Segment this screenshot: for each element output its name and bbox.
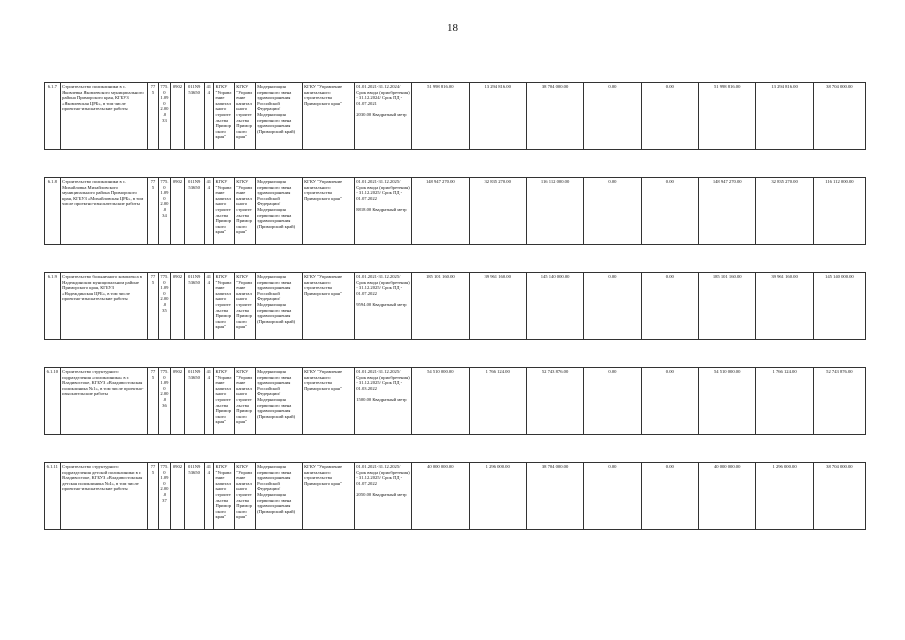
section-code: 0902 [171,83,185,150]
executor: КГКУ "Управление капитального строительства Приморского края" [302,178,354,245]
customer: КГКУ "Управление капитального строительства Приморского края" [213,273,234,340]
total-cost: 185 101 160.00 [412,273,469,340]
target-code: 775.0 1.090 2.00.0 34 [158,178,171,245]
executor: КГКУ "Управление капитального строительства Приморского края" [302,273,354,340]
article-code: 011N9 53650 [184,178,204,245]
amount-2022: 0.00 [584,83,641,150]
project-name: Модернизация первичного звена здравоохранения Российской Федерации/Модернизация первичного звена здравоохранения (Приморский край) [255,368,302,435]
section-code: 0902 [171,368,185,435]
object-name: Строительство поликлиники в с. Михайловка Михайловского муниципального района Приморского края, КГБУЗ «Михайловская ЦРБ», в том числе проектно-изыскательские работы [60,178,148,245]
page-number: 18 [447,22,458,34]
amount-2023: 0.00 [641,273,698,340]
target-code: 775.0 1.090 2.00.0 35 [158,273,171,340]
amount-2022: 0.00 [584,368,641,435]
amount-2023: 0.00 [641,463,698,530]
total-cost: 148 947 270.00 [412,178,469,245]
article-code: 011N9 53650 [184,83,204,150]
regional-budget: 13 294 816.00 [469,83,526,150]
table-row [45,368,866,435]
regional-budget: 1 766 124.00 [469,368,526,435]
vr-code: 414 [204,178,213,245]
total-cost: 51 998 816.00 [412,83,469,150]
developer: КГКУ "Управление капитального строительства Приморского края" [234,368,255,435]
customer: КГКУ "Управление капитального строительства Приморского края" [213,83,234,150]
federal-budget: 52 743 876.00 [526,368,583,435]
amount-2024: 148 947 270.00 [699,178,756,245]
amount-2022: 0.00 [584,463,641,530]
limit-total: 1 766 124.00 [756,368,813,435]
period-capacity: 01.01.2021-31.12.2024/ Срок ввода (приобретения) - 31.12.2024/ Срок ПД - 01.07.2021 2030.00 Квадратный метр [354,83,411,150]
period-capacity: 01.01.2021-31.12.2025/ Срок ввода (приобретения) - 31.12.2025/ Срок ПД - 01.07.2022 9594.00 Квадратный метр [354,273,411,340]
object-name: Строительство структурного подразделения «поликлиника» в г. Владивостоке, КГБУЗ «Владивостокская поликлиника №1», в том числе проектно-изыскательские работы [60,368,148,435]
object-name: Строительство поликлиники в с. Яковлевка Яковлевского муниципального района Приморского края, КГБУЗ «Яковлевская ЦРБ», в том числе проектно-изыскательские работы [60,83,148,150]
federal-budget: 116 112 000.00 [526,178,583,245]
project-name: Модернизация первичного звена здравоохранения Российской Федерации/Модернизация первичного звена здравоохранения (Приморский край) [255,463,302,530]
vr-code: 414 [204,273,213,340]
amount-2023: 0.00 [641,178,698,245]
federal-budget: 145 140 000.00 [526,273,583,340]
vr-code: 414 [204,463,213,530]
total-cost: 40 000 000.00 [412,463,469,530]
customer: КГКУ "Управление капитального строительства Приморского края" [213,178,234,245]
amount-2024: 40 000 000.00 [699,463,756,530]
grbs-code: 775 [148,273,158,340]
grbs-code: 775 [148,178,158,245]
limit-federal: 38 704 000.00 [813,83,865,150]
project-name: Модернизация первичного звена здравоохранения Российской Федерации/Модернизация первичного звена здравоохранения (Приморский край) [255,83,302,150]
amount-2023: 0.00 [641,83,698,150]
amount-2024: 185 101 160.00 [699,273,756,340]
regional-budget: 39 961 160.00 [469,273,526,340]
section-code: 0902 [171,463,185,530]
customer: КГКУ "Управление капитального строительства Приморского края" [213,368,234,435]
total-cost: 54 510 000.00 [412,368,469,435]
article-code: 011N9 53650 [184,463,204,530]
limit-total: 13 294 816.00 [756,83,813,150]
limit-federal: 116 112 000.00 [813,178,865,245]
target-code: 775.0 1.090 2.00.0 37 [158,463,171,530]
row-code: 6.1.11 [45,463,61,530]
grbs-code: 775 [148,368,158,435]
table-row [45,463,866,530]
developer: КГКУ "Управление капитального строительства Приморского края" [234,83,255,150]
limit-federal: 145 140 000.00 [813,273,865,340]
developer: КГКУ "Управление капитального строительства Приморского края" [234,178,255,245]
amount-2024: 54 510 000.00 [699,368,756,435]
limit-federal: 52 743 876.00 [813,368,865,435]
row-code: 6.1.7 [45,83,61,150]
row-code: 6.1.10 [45,368,61,435]
grbs-code: 775 [148,463,158,530]
object-name: Строительство структурного подразделения детской поликлиники в г. Владивостоке, КГБУЗ «Владивостокская детская поликлиника №4», в том числе проектно-изыскательские работы [60,463,148,530]
object-name: Строительство больничного комплекса в Надеждинском муниципальном районе Приморского края, КГБУЗ «Надеждинская ЦРБ», в том числе проектно-изыскательские работы [60,273,148,340]
amount-2022: 0.00 [584,273,641,340]
customer: КГКУ "Управление капитального строительства Приморского края" [213,463,234,530]
table-row [45,273,866,340]
amount-2022: 0.00 [584,178,641,245]
developer: КГКУ "Управление капитального строительства Приморского края" [234,273,255,340]
federal-budget: 38 704 000.00 [526,83,583,150]
limit-total: 32 835 270.00 [756,178,813,245]
developer: КГКУ "Управление капитального строительства Приморского края" [234,463,255,530]
amount-2024: 51 998 816.00 [699,83,756,150]
federal-budget: 38 704 000.00 [526,463,583,530]
limit-federal: 38 704 000.00 [813,463,865,530]
executor: КГКУ "Управление капитального строительства Приморского края" [302,463,354,530]
section-code: 0902 [171,273,185,340]
project-name: Модернизация первичного звена здравоохранения Российской Федерации/Модернизация первичного звена здравоохранения (Приморский край) [255,273,302,340]
row-code: 6.1.9 [45,273,61,340]
executor: КГКУ "Управление капитального строительства Приморского края" [302,368,354,435]
regional-budget: 32 835 270.00 [469,178,526,245]
investment-table [44,82,866,530]
project-name: Модернизация первичного звена здравоохранения Российской Федерации/Модернизация первичного звена здравоохранения (Приморский край) [255,178,302,245]
article-code: 011N9 53650 [184,368,204,435]
period-capacity: 01.01.2021-31.12.2025/ Срок ввода (приобретения) - 31.12.2025/ Срок ПД - 01.07.2022 2050.00 Квадратный метр [354,463,411,530]
amount-2023: 0.00 [641,368,698,435]
target-code: 775.0 1.090 2.00.0 33 [158,83,171,150]
section-code: 0902 [171,178,185,245]
target-code: 775.0 1.090 2.00.0 36 [158,368,171,435]
limit-total: 39 961 160.00 [756,273,813,340]
vr-code: 414 [204,368,213,435]
vr-code: 414 [204,83,213,150]
table-row [45,83,866,150]
grbs-code: 775 [148,83,158,150]
period-capacity: 01.01.2021-31.12.2025/ Срок ввода (приобретения) - 31.12.2025/ Срок ПД - 01.07.2022 8818.00 Квадратный метр [354,178,411,245]
limit-total: 1 296 000.00 [756,463,813,530]
article-code: 011N9 53650 [184,273,204,340]
row-code: 6.1.8 [45,178,61,245]
executor: КГКУ "Управление капитального строительства Приморского края" [302,83,354,150]
regional-budget: 1 296 000.00 [469,463,526,530]
table-row [45,178,866,245]
period-capacity: 01.01.2021-31.12.2025/ Срок ввода (приобретения) - 31.12.2025/ Срок ПД - 01.03.2022 1500.00 Квадратный метр [354,368,411,435]
